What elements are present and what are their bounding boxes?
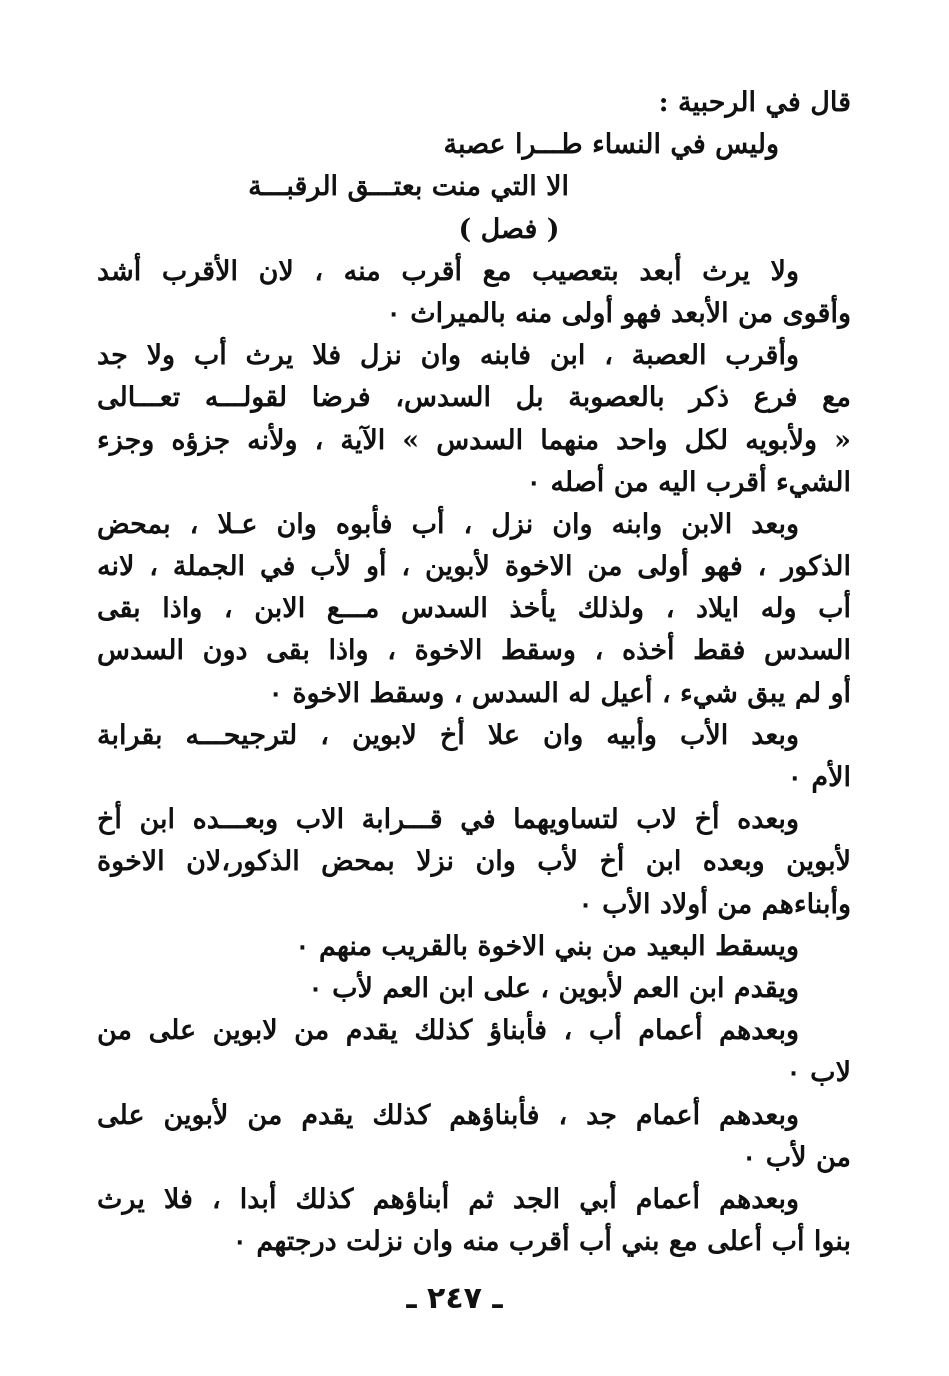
verse-line-1: وليس في النساء طـــرا عصبة bbox=[443, 129, 779, 161]
paragraph-line: وأبناءهم من أولاد الأب ٠ bbox=[578, 888, 851, 920]
paragraph-line: مع فرع ذكر بالعصوبة بل السدس، فرضا لقولـــه تعـــالى bbox=[97, 382, 851, 414]
paragraph-line: الشيء أقرب اليه من أصله ٠ bbox=[526, 466, 851, 498]
paragraph-line: ويقدم ابن العم لأبوين ، على ابن العم لأب ٠ bbox=[308, 972, 799, 1004]
page-number: ـ ٢٤٧ ـ bbox=[406, 1281, 503, 1316]
paragraph-line: ولا يرث أبعد بتعصيب مع أقرب منه ، لان الأقرب أشد bbox=[97, 255, 799, 287]
paragraph-line: لأبوين وبعده ابن أخ لأب وان نزلا بمحض الذكور،لان الاخوة bbox=[97, 846, 851, 878]
page-body bbox=[97, 82, 851, 1263]
paragraph-line: وبعد الابن وابنه وان نزل ، أب فأبوه وان عـلا ، بمحض bbox=[97, 508, 799, 540]
paragraph-line: وأقرب العصبة ، ابن فابنه وان نزل فلا يرث أب ولا جد bbox=[97, 340, 799, 372]
paragraph-line: وبعد الأب وأبيه وان علا أخ لابوين ، لترجيحـــه بقرابة bbox=[97, 719, 799, 751]
paragraph-line: وبعدهم أعمام جد ، فأبناؤهم كذلك يقدم من لأبوين على bbox=[97, 1099, 799, 1131]
paragraph-line: ويسقط البعيد من بني الاخوة بالقريب منهم ٠ bbox=[295, 930, 799, 962]
paragraph-line: وبعدهم أعمام أبي الجد ثم أبناؤهم كذلك أبدا ، فلا يرث bbox=[97, 1183, 799, 1215]
paragraph-line: أب وله ايلاد ، ولذلك يأخذ السدس مـــع الابن ، واذا بقى bbox=[97, 593, 851, 625]
paragraph-line: بنوا أب أعلى مع بني أب أقرب منه وان نزلت درجتهم ٠ bbox=[232, 1226, 851, 1258]
section-heading: ( فصل ) bbox=[458, 213, 560, 245]
paragraph-line: من لأب ٠ bbox=[741, 1141, 851, 1173]
paragraph-line: الذكور ، فهو أولى من الاخوة لأبوين ، أو لأب في الجملة ، لانه bbox=[97, 551, 851, 583]
paragraph-line: الأم ٠ bbox=[787, 762, 851, 793]
paragraph-line: « ولأبويه لكل واحد منهما السدس » الآية ، ولأنه جزؤه وجزء bbox=[97, 424, 851, 456]
verse-line-2: الا التي منت بعتـــق الرقبـــة bbox=[248, 171, 569, 203]
paragraph-line: السدس فقط أخذه ، وسقط الاخوة ، واذا بقى دون السدس bbox=[97, 635, 851, 667]
paragraph-line: أو لم يبق شيء ، أعيل له السدس ، وسقط الاخوة ٠ bbox=[268, 677, 851, 709]
paragraph-line: لاب ٠ bbox=[786, 1057, 851, 1089]
paragraph-line: وبعدهم أعمام أب ، فأبناؤ كذلك يقدم من لابوين على من bbox=[97, 1015, 799, 1047]
text-line-intro: قال في الرحبية : bbox=[658, 87, 851, 118]
paragraph-line: وبعده أخ لاب لتساويهما في قـــرابة الاب وبعـــده ابن أخ bbox=[97, 804, 799, 836]
paragraph-line: وأقوى من الأبعد فهو أولى منه بالميراث ٠ bbox=[386, 297, 851, 329]
